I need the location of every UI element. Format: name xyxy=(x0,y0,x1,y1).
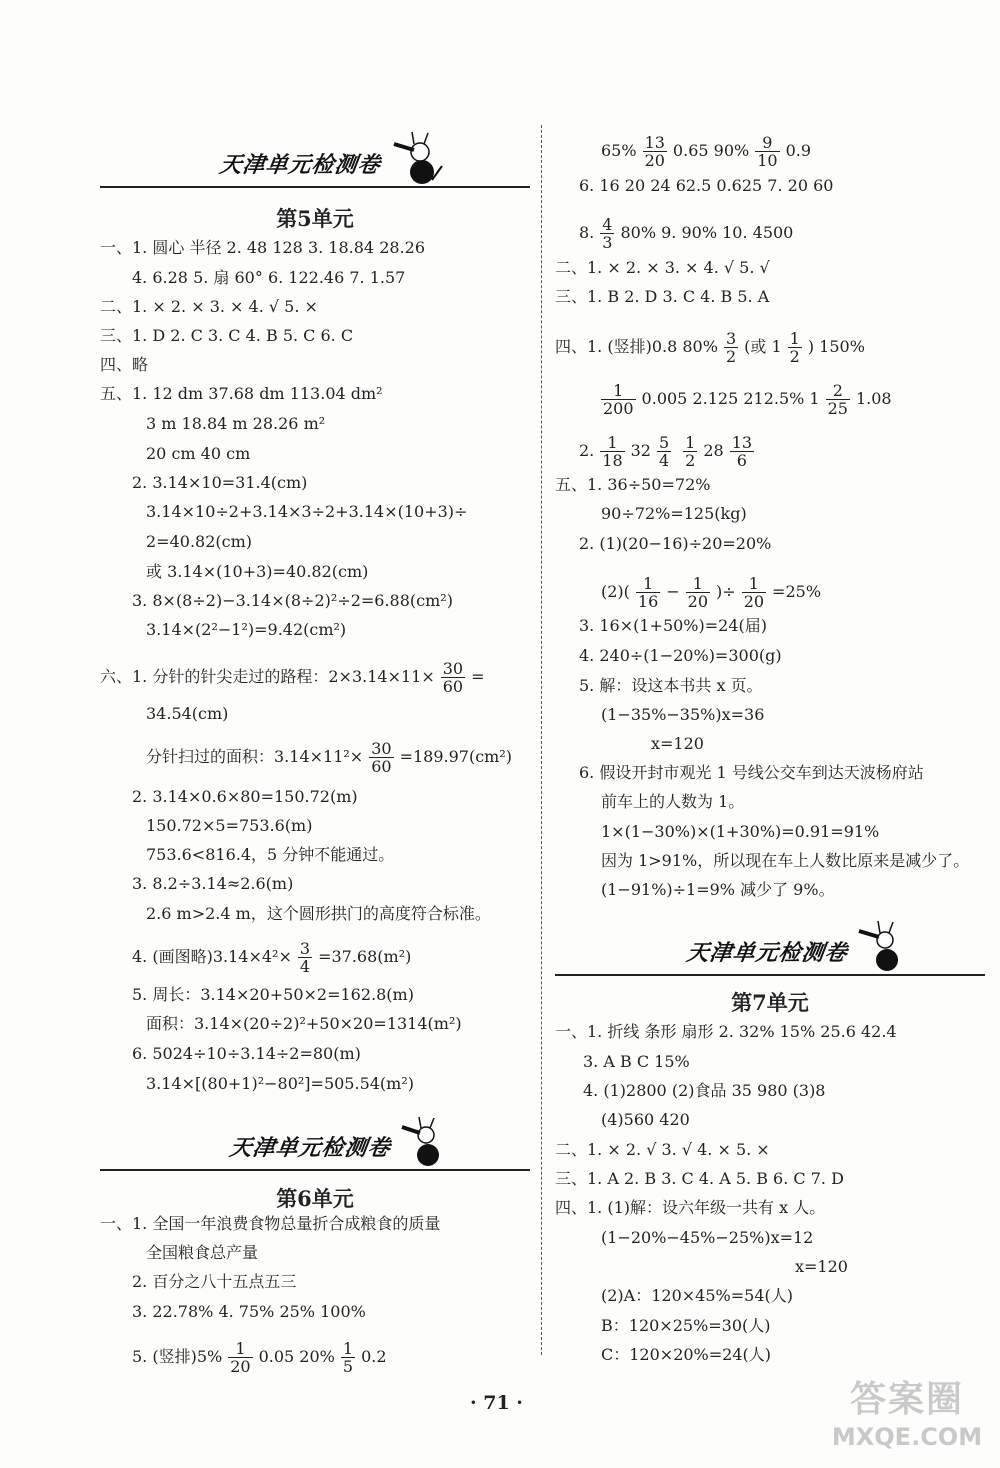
u6-text: 0.05 20% xyxy=(258,1347,335,1366)
u6-text: 32 xyxy=(630,441,651,460)
u5-line: 3. 8.2÷3.14≈2.6(m) xyxy=(132,874,294,893)
u5-line: 面积：3.14×(20÷2)²+50×20=1314(m²) xyxy=(146,1014,462,1033)
u5-line: 2=40.82(cm) xyxy=(146,532,253,551)
banner-rule xyxy=(555,974,985,976)
u6-text: 65% xyxy=(601,141,637,160)
u5-line: 6. 5024÷10÷3.14÷2=80(m) xyxy=(132,1044,361,1063)
u7-line: 三、1. A 2. B 3. C 4. A 5. B 6. C 7. D xyxy=(555,1169,844,1188)
frac-num: 3 xyxy=(299,939,311,958)
frac-den: 4 xyxy=(658,451,670,470)
frac-den: 20 xyxy=(743,592,765,611)
u6-line: 6. 假设开封市观光 1 号线公交车到达天波杨府站 xyxy=(579,763,924,782)
u6-line: 因为 1>91%，所以现在车上人数比原来是减少了。 xyxy=(601,851,970,870)
frac-den: 5 xyxy=(342,1357,354,1376)
u6-text: (或 1 xyxy=(744,337,782,356)
u6-text: 2. xyxy=(579,441,595,460)
u6-text: − xyxy=(666,582,680,601)
u6-line xyxy=(555,330,865,365)
u7-line: 3. A B C 15% xyxy=(583,1052,690,1071)
u5-line: 2.6 m>2.4 m，这个圆形拱门的高度符合标准。 xyxy=(146,904,491,923)
frac-den: 20 xyxy=(687,592,709,611)
frac-den: 2 xyxy=(789,347,800,366)
frac-num: 1 xyxy=(686,575,710,593)
banner-rule xyxy=(100,1169,530,1171)
u7-line: 一、1. 折线 条形 扇形 2. 32% 15% 25.6 42.4 xyxy=(555,1022,897,1041)
u5-line: 2. 3.14×10=31.4(cm) xyxy=(132,473,308,492)
frac-den: 6 xyxy=(736,451,747,470)
fraction xyxy=(298,940,312,975)
u5-line: 四、略 xyxy=(100,355,149,374)
unit5-title: 第5单元 xyxy=(276,206,354,231)
frac-num: 3 xyxy=(725,329,737,348)
frac-den: 60 xyxy=(442,677,464,696)
frac-den: 2 xyxy=(685,451,696,470)
fraction xyxy=(441,660,465,695)
frac-num: 9 xyxy=(755,134,779,152)
u5-text: 4. (画图略)3.14×4²× xyxy=(132,947,292,966)
u6-line: 二、1. × 2. × 3. × 4. √ 5. √ xyxy=(555,258,770,277)
u7-line: 4. (1)2800 (2)食品 35 980 (3)8 xyxy=(583,1081,826,1100)
fraction xyxy=(826,382,850,417)
frac-den: 3 xyxy=(602,233,613,252)
u5-line: 20 cm 40 cm xyxy=(146,444,251,463)
watermark-line1: 答案圈 xyxy=(849,1379,964,1420)
u6-line: 全国粮食总产量 xyxy=(146,1243,259,1262)
u7-line: C：120×20%=24(人) xyxy=(601,1345,772,1364)
u6-line: 3. 16×(1+50%)=24(届) xyxy=(579,616,768,635)
u7-line: (1−20%−45%−25%)x=12 xyxy=(601,1228,814,1247)
frac-num: 1 xyxy=(600,434,624,452)
column-divider xyxy=(541,125,542,1355)
frac-num: 30 xyxy=(371,739,392,758)
u5-line: 二、1. × 2. × 3. × 4. √ 5. × xyxy=(100,297,318,316)
u6-text: =25% xyxy=(772,582,822,601)
frac-den: 60 xyxy=(371,757,392,776)
u5-line: 2. 3.14×0.6×80=150.72(m) xyxy=(132,787,358,806)
u5-text: =189.97(cm²) xyxy=(399,747,512,766)
u6-text: 0.65 90% xyxy=(672,141,750,160)
u6-line xyxy=(601,134,811,169)
fraction xyxy=(600,216,614,251)
frac-num: 13 xyxy=(731,433,753,452)
u6-text: 四、1. (竖排)0.8 80% xyxy=(555,337,718,356)
fraction xyxy=(788,330,802,365)
u5-line: 三、1. D 2. C 3. C 4. B 5. C 6. C xyxy=(100,326,354,345)
fraction xyxy=(755,134,779,169)
frac-num: 5 xyxy=(658,433,670,452)
frac-den: 20 xyxy=(230,1357,251,1376)
u6-text: (2)( xyxy=(601,582,630,601)
u5-text: 分针扫过的面积：3.14×11²× xyxy=(146,747,364,766)
u5-line: 一、1. 圆心 半径 2. 48 128 3. 18.84 28.26 xyxy=(100,238,425,257)
u6-line xyxy=(579,434,760,469)
unit7-title: 第7单元 xyxy=(731,990,809,1015)
u6-text: 0.9 xyxy=(785,141,812,160)
u6-line: 3. 22.78% 4. 75% 25% 100% xyxy=(132,1302,366,1321)
fraction xyxy=(601,382,636,417)
u5-line: 4. 6.28 5. 扇 60° 6. 122.46 7. 1.57 xyxy=(132,268,406,287)
mascot-icon xyxy=(384,130,454,188)
u5-line xyxy=(146,740,512,775)
u6-line: 4. 240÷(1−20%)=300(g) xyxy=(579,646,782,665)
u5-line: 3.14×10÷2+3.14×3÷2+3.14×(10+3)÷ xyxy=(146,502,468,521)
u5-line: 或 3.14×(10+3)=40.82(cm) xyxy=(146,562,369,581)
frac-num: 1 xyxy=(789,329,800,348)
u5-line: 3.14×(2²−1²)=9.42(cm²) xyxy=(146,620,347,639)
frac-num: 30 xyxy=(442,659,464,678)
u5-line: 五、1. 12 dm 37.68 dm 113.04 dm² xyxy=(100,384,383,403)
u5-line: 5. 周长：3.14×20+50×2=162.8(m) xyxy=(132,985,414,1004)
frac-den: 18 xyxy=(602,451,623,470)
banner-rule xyxy=(100,186,530,188)
u6-line: x=120 xyxy=(651,734,704,753)
watermark-line2: MXQE.COM xyxy=(831,1423,983,1451)
u5-line: 150.72×5=753.6(m) xyxy=(146,816,313,835)
u5-line: 3. 8×(8÷2)−3.14×(8÷2)²÷2=6.88(cm²) xyxy=(132,591,453,610)
u7-line: 二、1. × 2. √ 3. √ 4. × 5. × xyxy=(555,1140,770,1159)
fraction xyxy=(369,740,393,775)
banner-title: 天津单元检测卷 xyxy=(227,1136,393,1161)
u5-line: 3 m 18.84 m 28.26 m² xyxy=(146,414,326,433)
u5-line: 753.6<816.4，5 分钟不能通过。 xyxy=(146,845,395,864)
u5-line: 3.14×[(80+1)²−80²]=505.54(m²) xyxy=(146,1074,414,1093)
frac-den: 4 xyxy=(299,957,311,976)
mascot-icon xyxy=(851,918,917,976)
unit7-banner xyxy=(555,918,985,978)
u6-line: 6. 16 20 24 62.5 0.625 7. 20 60 xyxy=(579,176,834,195)
u6-line xyxy=(601,575,821,610)
u6-line: 三、1. B 2. D 3. C 4. B 5. A xyxy=(555,287,770,306)
frac-num: 1 xyxy=(742,575,766,593)
fraction xyxy=(600,434,624,469)
u6-text: 0.005 2.125 212.5% 1 xyxy=(641,389,820,408)
page-number: · 71 · xyxy=(470,1392,523,1414)
frac-den: 20 xyxy=(644,151,665,170)
u6-line xyxy=(132,1340,387,1375)
u6-line: (1−35%−35%)x=36 xyxy=(601,705,765,724)
u6-line: 2. (1)(20−16)÷20=20% xyxy=(579,534,772,553)
unit6-banner xyxy=(100,1115,530,1175)
unit5-banner xyxy=(100,128,530,188)
frac-num: 2 xyxy=(826,382,850,400)
fraction xyxy=(643,134,667,169)
u5-text: 六、1. 分针的针尖走过的路程：2×3.14×11× xyxy=(100,667,435,686)
frac-den: 200 xyxy=(603,399,634,418)
frac-num: 4 xyxy=(602,215,613,234)
fraction xyxy=(724,330,738,365)
watermark-logo xyxy=(818,1378,996,1464)
u6-line: (1−91%)÷1=9% 减少了 9%。 xyxy=(601,880,835,899)
frac-den: 10 xyxy=(757,151,778,170)
u6-text: ) 150% xyxy=(807,337,865,356)
u7-line: (4)560 420 xyxy=(601,1110,690,1129)
fraction xyxy=(683,434,697,469)
u6-line: 一、1. 全国一年浪费食物总量折合成粮食的质量 xyxy=(100,1214,441,1233)
banner-title: 天津单元检测卷 xyxy=(684,941,850,966)
frac-num: 1 xyxy=(228,1340,252,1358)
fraction xyxy=(228,1340,252,1375)
u6-line: 90÷72%=125(kg) xyxy=(601,504,747,523)
frac-den: 2 xyxy=(725,347,737,366)
u6-text: 1.08 xyxy=(855,389,892,408)
u6-text: )÷ xyxy=(716,582,736,601)
u5-text: =37.68(m²) xyxy=(318,947,412,966)
u6-line: 五、1. 36÷50=72% xyxy=(555,475,711,494)
u6-text: 0.2 xyxy=(361,1347,387,1366)
u6-line xyxy=(579,216,793,251)
u6-text: 5. (竖排)5% xyxy=(132,1347,223,1366)
u5-line: 34.54(cm) xyxy=(146,704,229,723)
fraction xyxy=(657,434,671,469)
u6-line xyxy=(595,382,892,417)
frac-den: 16 xyxy=(637,592,659,611)
u6-text: 8. xyxy=(579,223,595,242)
banner-title: 天津单元检测卷 xyxy=(217,153,383,178)
u5-text: = xyxy=(471,667,485,686)
fraction xyxy=(686,575,710,610)
u5-line xyxy=(132,940,411,975)
fraction xyxy=(730,434,754,469)
frac-num: 1 xyxy=(685,433,696,452)
u5-line xyxy=(100,660,485,695)
fraction xyxy=(742,575,766,610)
frac-den: 25 xyxy=(827,399,848,418)
u6-line: 1×(1−30%)×(1+30%)=0.91=91% xyxy=(601,822,880,841)
u7-line: 四、1. (1)解：设六年级一共有 x 人。 xyxy=(555,1198,826,1217)
fraction xyxy=(636,575,660,610)
u6-line: 5. 解：设这本书共 x 页。 xyxy=(579,676,763,695)
unit6-title: 第6单元 xyxy=(276,1186,354,1211)
frac-num: 1 xyxy=(342,1339,354,1358)
frac-num: 13 xyxy=(644,133,665,152)
u6-line: 前车上的人数为 1。 xyxy=(601,792,745,811)
frac-num: 1 xyxy=(601,382,636,400)
u6-text: 28 xyxy=(703,441,724,460)
u6-line: 2. 百分之八十五点五三 xyxy=(132,1272,297,1291)
fraction xyxy=(341,1340,355,1375)
u6-text: 80% 9. 90% 10. 4500 xyxy=(620,223,794,242)
frac-num: 1 xyxy=(636,575,660,593)
u7-line: (2)A：120×45%=54(人) xyxy=(601,1286,793,1305)
u7-line: B：120×25%=30(人) xyxy=(601,1316,771,1335)
mascot-icon xyxy=(394,1115,458,1171)
u7-line: x=120 xyxy=(795,1257,848,1276)
